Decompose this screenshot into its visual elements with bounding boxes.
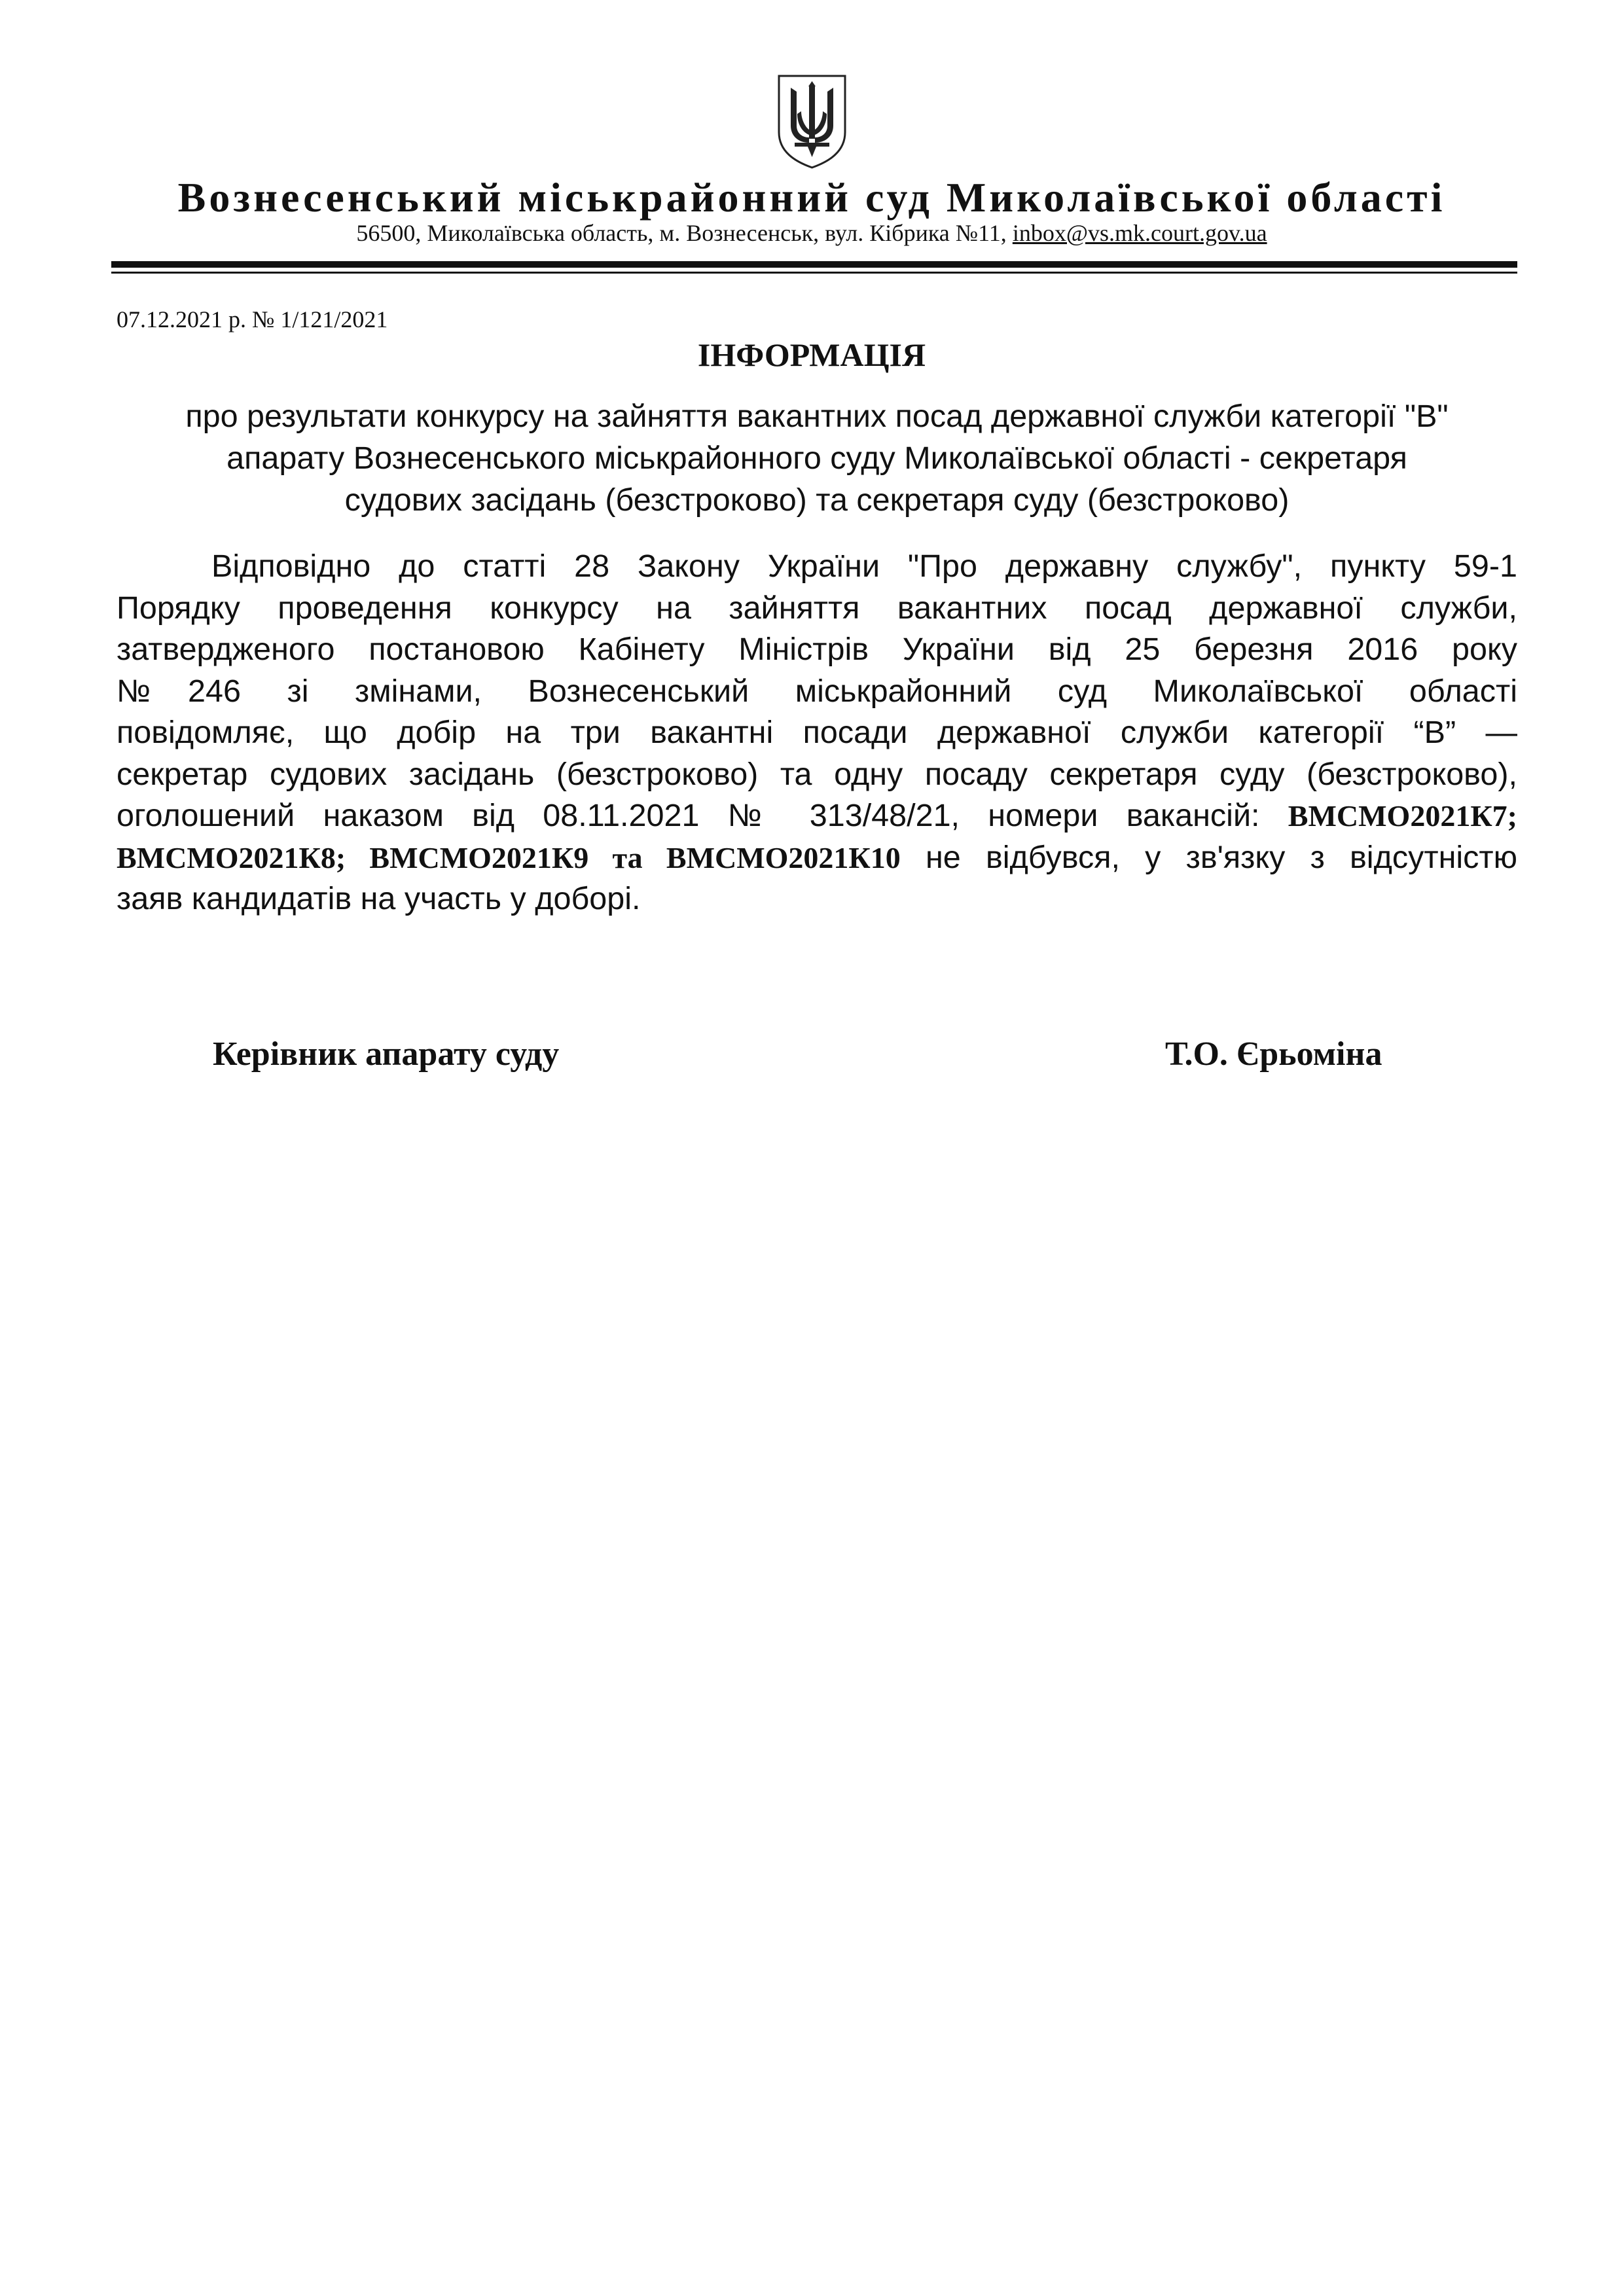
vacancy-code: ВМСМО2021К7; [1288, 799, 1517, 833]
address-text: 56500, Миколаївська область, м. Вознесенськ, вул. Кібрика №11, [356, 220, 1013, 246]
header-divider-thick [111, 261, 1517, 268]
coat-of-arms-emblem [775, 72, 849, 170]
body-line: повідомляє, що добір на три вакантні посади державної служби категорії “В” — [117, 715, 1517, 750]
body-line [117, 795, 1517, 837]
signer-name: Т.О. Єрьоміна [1165, 1035, 1382, 1073]
document-date-number: 07.12.2021 р. № 1/121/2021 [117, 306, 388, 332]
email-link[interactable]: inbox@vs.mk.court.gov.ua [1012, 220, 1267, 246]
body-line: Порядку проведення конкурсу на зайняття вакантних посад державної служби, [117, 590, 1517, 626]
document-title: ІНФОРМАЦІЯ [697, 336, 926, 373]
vacancy-codes: ВМСМО2021К8; ВМСМО2021К9 та ВМСМО2021К10 [117, 840, 901, 874]
court-address [79, 219, 1545, 247]
body-line: секретар судових засідань (безстроково) та одну посаду секретаря суду (безстроково), [117, 756, 1517, 792]
body-line [117, 837, 1517, 879]
body-line-text: оголошений наказом від 08.11.2021 № 313/48/21, номери вакансій: [117, 798, 1288, 833]
body-paragraph [117, 546, 1517, 920]
body-line: №246 зі змінами, Вознесенський міськрайонний суд Миколаївської області [117, 673, 1517, 709]
trident-icon [775, 72, 849, 170]
body-line: затвердженого постановою Кабінету Міністрів України від 25 березня 2016 року [117, 632, 1517, 667]
subtitle-line: судових засідань (безстроково) та секретаря суду (безстроково) [344, 482, 1290, 518]
body-line: заяв кандидатів на участь у доборі. [117, 881, 641, 916]
body-line-text: не відбувся, у зв'язку з відсутністю [900, 839, 1517, 875]
subtitle-line: апарату Вознесенського міськрайонного суду Миколаївської області - секретаря [226, 440, 1407, 476]
document-subtitle [117, 395, 1517, 521]
body-line: Відповідно до статті 28 Закону України "Про державну службу", пункту 59-1 [211, 548, 1517, 584]
signer-position: Керівник апарату суду [213, 1035, 560, 1073]
court-name-heading: Вознесенський міськрайонний суд Миколаївської області [177, 174, 1446, 221]
header-divider-thin [111, 272, 1517, 274]
subtitle-line: про результати конкурсу на зайняття вакантних посад державної служби категорії "В" [185, 399, 1449, 434]
